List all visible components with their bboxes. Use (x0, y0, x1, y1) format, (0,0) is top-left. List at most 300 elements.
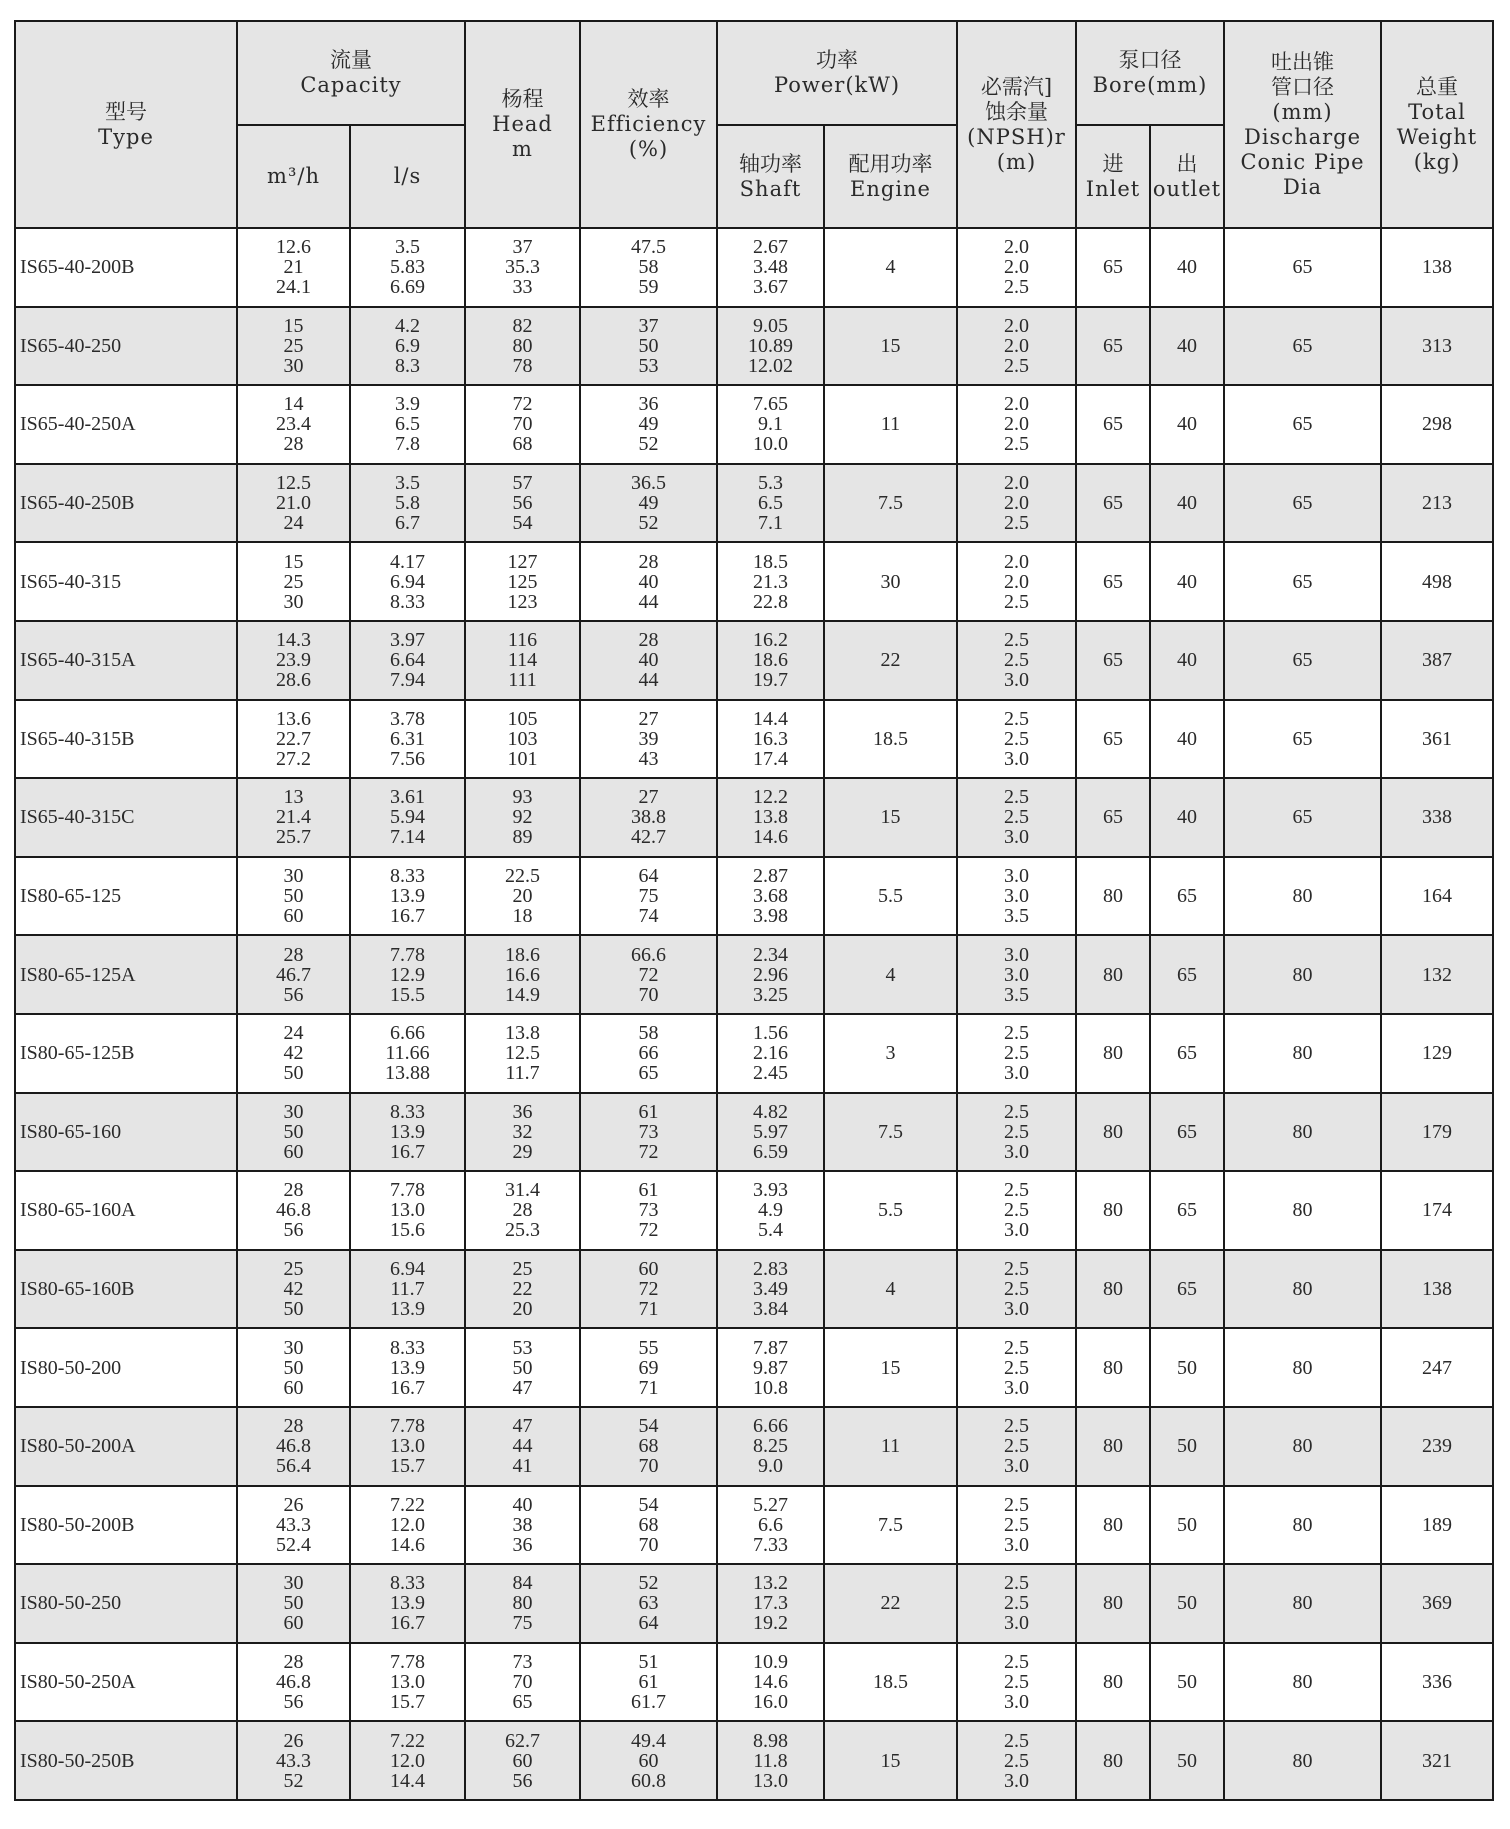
cell-capacity-m3h-value: 50 (283, 1062, 304, 1085)
cell-capacity-m3h-value: 43.3 (276, 1749, 311, 1772)
cell-capacity-ls (350, 1721, 465, 1800)
cell-capacity-m3h-value: 30 (283, 1572, 304, 1595)
cell-head (465, 542, 580, 621)
cell-capacity-ls (350, 778, 465, 857)
cell-capacity-ls-value: 3.97 (390, 629, 425, 652)
cell-discharge: 80 (1224, 1486, 1381, 1565)
cell-npsh-value: 3.0 (1004, 1298, 1029, 1321)
cell-capacity-ls-value: 8.33 (390, 1336, 425, 1359)
cell-npsh (957, 385, 1076, 464)
cell-shaft-power-value: 14.4 (753, 707, 788, 730)
cell-shaft-power (717, 464, 824, 543)
col-header-capacity: 流量 Capacity (237, 21, 465, 125)
cell-capacity-ls-value: 13.9 (390, 885, 425, 908)
table-row (15, 1486, 1493, 1565)
cell-efficiency-value: 61.7 (631, 1690, 666, 1713)
cell-capacity-ls-value: 7.78 (390, 1650, 425, 1673)
cell-efficiency-value: 55 (638, 1336, 659, 1359)
cell-efficiency-value: 72 (638, 1219, 659, 1242)
cell-discharge: 80 (1224, 1250, 1381, 1329)
cell-inlet: 80 (1076, 1171, 1150, 1250)
cell-npsh (957, 1643, 1076, 1722)
cell-npsh-value: 2.0 (1004, 570, 1029, 593)
cell-efficiency-value: 49.4 (631, 1729, 666, 1752)
cell-capacity-m3h (237, 1721, 350, 1800)
cell-head-value: 65 (512, 1690, 533, 1713)
cell-outlet: 40 (1150, 542, 1224, 621)
cell-npsh (957, 307, 1076, 386)
cell-discharge: 65 (1224, 621, 1381, 700)
cell-capacity-ls-value: 6.9 (395, 334, 420, 357)
cell-npsh-value: 3.0 (1004, 963, 1029, 986)
cell-npsh (957, 542, 1076, 621)
cell-capacity-m3h-value: 12.5 (276, 472, 311, 495)
cell-efficiency-value: 28 (638, 550, 659, 573)
cell-capacity-ls-value: 15.7 (390, 1455, 425, 1478)
cell-capacity-m3h (237, 464, 350, 543)
cell-capacity-m3h-value: 56 (283, 983, 304, 1006)
cell-npsh-value: 2.5 (1004, 433, 1029, 456)
cell-head-value: 31.4 (505, 1179, 540, 1202)
cell-efficiency-value: 53 (638, 354, 659, 377)
cell-engine-power: 4 (824, 1250, 957, 1329)
cell-type: IS80-65-160B (15, 1250, 237, 1329)
cell-capacity-ls (350, 385, 465, 464)
cell-shaft-power-value: 5.97 (753, 1120, 788, 1143)
cell-shaft-power-value: 9.1 (758, 413, 783, 436)
cell-capacity-ls-value: 7.78 (390, 1415, 425, 1438)
cell-head-value: 47 (512, 1415, 533, 1438)
cell-engine-power: 15 (824, 1721, 957, 1800)
cell-capacity-m3h-value: 46.7 (276, 963, 311, 986)
cell-capacity-ls (350, 307, 465, 386)
cell-npsh (957, 935, 1076, 1014)
cell-shaft-power-value: 7.1 (758, 512, 783, 535)
cell-capacity-m3h-value: 27.2 (276, 747, 311, 770)
cell-npsh (957, 1171, 1076, 1250)
cell-capacity-ls-value: 12.0 (390, 1513, 425, 1536)
cell-weight: 336 (1381, 1643, 1493, 1722)
cell-head-value: 35.3 (505, 256, 540, 279)
cell-npsh-value: 2.5 (1004, 1199, 1029, 1222)
cell-head-value: 72 (512, 393, 533, 416)
cell-efficiency-value: 72 (638, 1140, 659, 1163)
cell-head-value: 28 (512, 1199, 533, 1222)
cell-head-value: 80 (512, 334, 533, 357)
cell-head (465, 464, 580, 543)
cell-npsh (957, 464, 1076, 543)
cell-shaft-power-value: 19.2 (753, 1612, 788, 1635)
cell-shaft-power-value: 4.82 (753, 1100, 788, 1123)
cell-type: IS65-40-315A (15, 621, 237, 700)
cell-capacity-m3h-value: 15 (283, 550, 304, 573)
cell-inlet: 65 (1076, 464, 1150, 543)
cell-shaft-power-value: 2.34 (753, 943, 788, 966)
cell-head-value: 56 (512, 1769, 533, 1792)
cell-efficiency-value: 60.8 (631, 1769, 666, 1792)
cell-weight: 174 (1381, 1171, 1493, 1250)
cell-efficiency-value: 68 (638, 1435, 659, 1458)
table-row (15, 1014, 1493, 1093)
cell-head (465, 857, 580, 936)
col-header-weight: 总重 Total Weight (kg) (1381, 21, 1493, 228)
cell-shaft-power-value: 16.2 (753, 629, 788, 652)
cell-shaft-power-value: 3.84 (753, 1298, 788, 1321)
cell-shaft-power-value: 2.83 (753, 1258, 788, 1281)
cell-capacity-ls-value: 13.0 (390, 1199, 425, 1222)
cell-shaft-power (717, 1328, 824, 1407)
cell-efficiency-value: 49 (638, 492, 659, 515)
cell-engine-power: 5.5 (824, 1171, 957, 1250)
cell-head-value: 14.9 (505, 983, 540, 1006)
cell-head (465, 700, 580, 779)
cell-efficiency-value: 44 (638, 590, 659, 613)
cell-shaft-power-value: 16.0 (753, 1690, 788, 1713)
cell-capacity-ls (350, 700, 465, 779)
cell-weight: 129 (1381, 1014, 1493, 1093)
cell-discharge: 80 (1224, 935, 1381, 1014)
cell-npsh-value: 2.5 (1004, 727, 1029, 750)
table-body (15, 228, 1493, 1800)
cell-capacity-ls-value: 16.7 (390, 905, 425, 928)
cell-capacity-m3h-value: 23.4 (276, 413, 311, 436)
cell-shaft-power-value: 16.3 (753, 727, 788, 750)
cell-head (465, 228, 580, 307)
cell-efficiency (580, 385, 717, 464)
cell-head-value: 70 (512, 1670, 533, 1693)
cell-shaft-power (717, 857, 824, 936)
cell-npsh-value: 2.0 (1004, 413, 1029, 436)
cell-shaft-power-value: 9.0 (758, 1455, 783, 1478)
cell-weight: 138 (1381, 1250, 1493, 1329)
cell-capacity-m3h-value: 28.6 (276, 669, 311, 692)
cell-capacity-ls-value: 5.94 (390, 806, 425, 829)
cell-shaft-power-value: 21.3 (753, 570, 788, 593)
cell-capacity-ls-value: 5.8 (395, 492, 420, 515)
table-row (15, 857, 1493, 936)
cell-capacity-ls-value: 5.83 (390, 256, 425, 279)
cell-shaft-power-value: 10.9 (753, 1650, 788, 1673)
cell-capacity-m3h (237, 1250, 350, 1329)
cell-capacity-ls-value: 6.7 (395, 512, 420, 535)
cell-head (465, 1721, 580, 1800)
cell-capacity-ls-value: 4.17 (390, 550, 425, 573)
cell-capacity-ls-value: 15.6 (390, 1219, 425, 1242)
cell-capacity-m3h-value: 42 (283, 1278, 304, 1301)
cell-capacity-m3h-value: 30 (283, 1100, 304, 1123)
cell-discharge: 80 (1224, 1407, 1381, 1486)
cell-capacity-m3h (237, 1093, 350, 1172)
cell-inlet: 80 (1076, 1014, 1150, 1093)
cell-npsh-value: 2.5 (1004, 1592, 1029, 1615)
cell-capacity-m3h (237, 385, 350, 464)
cell-capacity-m3h-value: 24 (283, 1022, 304, 1045)
cell-npsh-value: 2.5 (1004, 354, 1029, 377)
col-header-efficiency: 效率 Efficiency (%) (580, 21, 717, 228)
cell-head-value: 32 (512, 1120, 533, 1143)
table-row (15, 464, 1493, 543)
cell-capacity-ls-value: 3.5 (395, 472, 420, 495)
cell-shaft-power (717, 1171, 824, 1250)
cell-head-value: 68 (512, 433, 533, 456)
cell-efficiency-value: 49 (638, 413, 659, 436)
cell-capacity-m3h (237, 621, 350, 700)
cell-engine-power: 3 (824, 1014, 957, 1093)
cell-capacity-m3h-value: 13 (283, 786, 304, 809)
cell-capacity-ls-value: 13.9 (390, 1120, 425, 1143)
cell-efficiency-value: 74 (638, 905, 659, 928)
cell-efficiency-value: 66 (638, 1042, 659, 1065)
cell-head-value: 53 (512, 1336, 533, 1359)
cell-npsh-value: 2.5 (1004, 1120, 1029, 1143)
cell-head (465, 778, 580, 857)
cell-discharge: 80 (1224, 1564, 1381, 1643)
cell-outlet: 65 (1150, 857, 1224, 936)
cell-efficiency-value: 72 (638, 1278, 659, 1301)
cell-head-value: 44 (512, 1435, 533, 1458)
cell-npsh-value: 2.5 (1004, 1100, 1029, 1123)
cell-efficiency (580, 1486, 717, 1565)
col-header-head: 杨程 Head m (465, 21, 580, 228)
cell-capacity-ls-value: 3.61 (390, 786, 425, 809)
cell-capacity-ls-value: 14.6 (390, 1533, 425, 1556)
cell-capacity-ls-value: 13.0 (390, 1435, 425, 1458)
cell-shaft-power-value: 3.25 (753, 983, 788, 1006)
cell-shaft-power (717, 385, 824, 464)
col-header-bore: 泵口径 Bore(mm) (1076, 21, 1224, 125)
cell-capacity-m3h (237, 1564, 350, 1643)
table-row (15, 1093, 1493, 1172)
cell-npsh-value: 3.5 (1004, 905, 1029, 928)
cell-capacity-m3h-value: 25.7 (276, 826, 311, 849)
cell-efficiency (580, 307, 717, 386)
cell-npsh-value: 3.0 (1004, 826, 1029, 849)
cell-efficiency-value: 61 (638, 1670, 659, 1693)
cell-npsh (957, 1486, 1076, 1565)
cell-shaft-power-value: 5.27 (753, 1493, 788, 1516)
cell-shaft-power (717, 1721, 824, 1800)
cell-npsh (957, 1564, 1076, 1643)
cell-capacity-m3h-value: 28 (283, 1415, 304, 1438)
cell-efficiency (580, 1643, 717, 1722)
cell-head-value: 20 (512, 1298, 533, 1321)
table-row (15, 935, 1493, 1014)
cell-type: IS80-50-200B (15, 1486, 237, 1565)
cell-type: IS80-65-125A (15, 935, 237, 1014)
cell-type: IS80-50-250 (15, 1564, 237, 1643)
cell-capacity-ls-value: 3.78 (390, 707, 425, 730)
cell-shaft-power-value: 3.98 (753, 905, 788, 928)
cell-type: IS80-65-160A (15, 1171, 237, 1250)
cell-outlet: 40 (1150, 385, 1224, 464)
cell-capacity-m3h (237, 1171, 350, 1250)
cell-capacity-ls-value: 6.31 (390, 727, 425, 750)
col-header-inlet: 进 Inlet (1076, 125, 1150, 228)
cell-type: IS65-40-200B (15, 228, 237, 307)
cell-efficiency (580, 935, 717, 1014)
cell-shaft-power (717, 1486, 824, 1565)
cell-npsh-value: 2.5 (1004, 1670, 1029, 1693)
cell-discharge: 80 (1224, 1643, 1381, 1722)
cell-capacity-m3h (237, 228, 350, 307)
cell-engine-power: 15 (824, 778, 957, 857)
cell-efficiency-value: 44 (638, 669, 659, 692)
cell-capacity-m3h-value: 56.4 (276, 1455, 311, 1478)
cell-capacity-m3h-value: 50 (283, 1592, 304, 1615)
cell-outlet: 50 (1150, 1328, 1224, 1407)
cell-npsh-value: 2.0 (1004, 334, 1029, 357)
cell-discharge: 80 (1224, 1328, 1381, 1407)
cell-npsh-value: 2.0 (1004, 472, 1029, 495)
cell-capacity-m3h-value: 22.7 (276, 727, 311, 750)
cell-shaft-power-value: 14.6 (753, 1670, 788, 1693)
cell-capacity-ls-value: 8.33 (390, 590, 425, 613)
col-header-npsh: 必需汽] 蚀余量 (NPSH)r (m) (957, 21, 1076, 228)
cell-outlet: 40 (1150, 307, 1224, 386)
cell-shaft-power-value: 3.48 (753, 256, 788, 279)
cell-head-value: 22.5 (505, 865, 540, 888)
cell-weight: 179 (1381, 1093, 1493, 1172)
cell-shaft-power-value: 2.45 (753, 1062, 788, 1085)
cell-shaft-power-value: 17.3 (753, 1592, 788, 1615)
cell-npsh-value: 2.0 (1004, 236, 1029, 259)
cell-weight: 313 (1381, 307, 1493, 386)
cell-shaft-power-value: 1.56 (753, 1022, 788, 1045)
cell-npsh-value: 2.5 (1004, 1022, 1029, 1045)
cell-engine-power: 7.5 (824, 1486, 957, 1565)
cell-capacity-m3h-value: 30 (283, 354, 304, 377)
cell-npsh-value: 2.5 (1004, 1258, 1029, 1281)
cell-type: IS65-40-315C (15, 778, 237, 857)
cell-efficiency-value: 47.5 (631, 236, 666, 259)
cell-shaft-power-value: 14.6 (753, 826, 788, 849)
cell-inlet: 65 (1076, 542, 1150, 621)
cell-shaft-power (717, 1564, 824, 1643)
cell-type: IS65-40-250 (15, 307, 237, 386)
cell-capacity-ls-value: 6.64 (390, 649, 425, 672)
cell-capacity-m3h (237, 1486, 350, 1565)
cell-capacity-m3h-value: 50 (283, 1356, 304, 1379)
cell-shaft-power-value: 5.4 (758, 1219, 783, 1242)
cell-npsh-value: 3.0 (1004, 1533, 1029, 1556)
cell-shaft-power-value: 12.02 (748, 354, 793, 377)
cell-capacity-ls (350, 228, 465, 307)
cell-engine-power: 4 (824, 935, 957, 1014)
table-row (15, 1328, 1493, 1407)
cell-efficiency (580, 1564, 717, 1643)
table-row (15, 1721, 1493, 1800)
cell-discharge: 65 (1224, 700, 1381, 779)
cell-capacity-m3h-value: 24.1 (276, 276, 311, 299)
cell-outlet: 40 (1150, 621, 1224, 700)
cell-capacity-ls-value: 15.5 (390, 983, 425, 1006)
cell-head-value: 12.5 (505, 1042, 540, 1065)
cell-capacity-ls-value: 3.5 (395, 236, 420, 259)
cell-shaft-power-value: 6.59 (753, 1140, 788, 1163)
cell-capacity-ls (350, 621, 465, 700)
cell-npsh-value: 2.5 (1004, 1729, 1029, 1752)
cell-capacity-m3h-value: 25 (283, 334, 304, 357)
cell-efficiency-value: 70 (638, 1533, 659, 1556)
cell-outlet: 65 (1150, 1250, 1224, 1329)
cell-capacity-m3h-value: 21 (283, 256, 304, 279)
cell-outlet: 50 (1150, 1564, 1224, 1643)
col-header-capacity-m3h: m³/h (237, 125, 350, 228)
table-row (15, 1643, 1493, 1722)
cell-head (465, 1014, 580, 1093)
cell-npsh-value: 2.5 (1004, 1336, 1029, 1359)
cell-outlet: 40 (1150, 700, 1224, 779)
cell-head (465, 1328, 580, 1407)
cell-outlet: 65 (1150, 1014, 1224, 1093)
cell-efficiency-value: 36.5 (631, 472, 666, 495)
cell-efficiency-value: 50 (638, 334, 659, 357)
cell-efficiency-value: 71 (638, 1298, 659, 1321)
cell-npsh-value: 3.0 (1004, 1455, 1029, 1478)
cell-shaft-power-value: 3.67 (753, 276, 788, 299)
cell-efficiency (580, 1328, 717, 1407)
cell-capacity-m3h-value: 24 (283, 512, 304, 535)
cell-shaft-power-value: 8.98 (753, 1729, 788, 1752)
cell-capacity-m3h-value: 21.4 (276, 806, 311, 829)
cell-head-value: 47 (512, 1376, 533, 1399)
cell-npsh-value: 2.5 (1004, 590, 1029, 613)
cell-npsh-value: 2.5 (1004, 649, 1029, 672)
cell-head-value: 16.6 (505, 963, 540, 986)
cell-capacity-ls-value: 8.33 (390, 865, 425, 888)
cell-capacity-m3h-value: 26 (283, 1729, 304, 1752)
cell-type: IS80-50-200 (15, 1328, 237, 1407)
cell-npsh-value: 2.0 (1004, 314, 1029, 337)
cell-head-value: 18.6 (505, 943, 540, 966)
cell-outlet: 40 (1150, 228, 1224, 307)
cell-capacity-ls-value: 7.78 (390, 1179, 425, 1202)
cell-npsh (957, 857, 1076, 936)
cell-npsh-value: 2.5 (1004, 786, 1029, 809)
cell-weight: 164 (1381, 857, 1493, 936)
cell-capacity-m3h (237, 935, 350, 1014)
cell-discharge: 80 (1224, 1721, 1381, 1800)
cell-npsh-value: 2.5 (1004, 1513, 1029, 1536)
cell-npsh-value: 2.5 (1004, 276, 1029, 299)
cell-head-value: 60 (512, 1749, 533, 1772)
table-header (15, 21, 1493, 228)
cell-weight: 361 (1381, 700, 1493, 779)
cell-type: IS65-40-315 (15, 542, 237, 621)
cell-npsh-value: 3.0 (1004, 747, 1029, 770)
cell-npsh (957, 1014, 1076, 1093)
cell-shaft-power-value: 10.89 (748, 334, 793, 357)
cell-efficiency-value: 39 (638, 727, 659, 750)
cell-capacity-ls (350, 935, 465, 1014)
table-row (15, 542, 1493, 621)
cell-npsh-value: 3.0 (1004, 1219, 1029, 1242)
cell-shaft-power-value: 8.25 (753, 1435, 788, 1458)
cell-engine-power: 11 (824, 385, 957, 464)
cell-efficiency (580, 1093, 717, 1172)
cell-discharge: 65 (1224, 307, 1381, 386)
cell-efficiency-value: 52 (638, 512, 659, 535)
cell-inlet: 65 (1076, 228, 1150, 307)
cell-capacity-m3h-value: 52.4 (276, 1533, 311, 1556)
cell-discharge: 80 (1224, 1171, 1381, 1250)
cell-efficiency-value: 58 (638, 1022, 659, 1045)
cell-capacity-m3h (237, 1014, 350, 1093)
cell-npsh (957, 621, 1076, 700)
cell-head-value: 11.7 (505, 1062, 540, 1085)
cell-capacity-ls-value: 6.94 (390, 1258, 425, 1281)
cell-discharge: 80 (1224, 1093, 1381, 1172)
